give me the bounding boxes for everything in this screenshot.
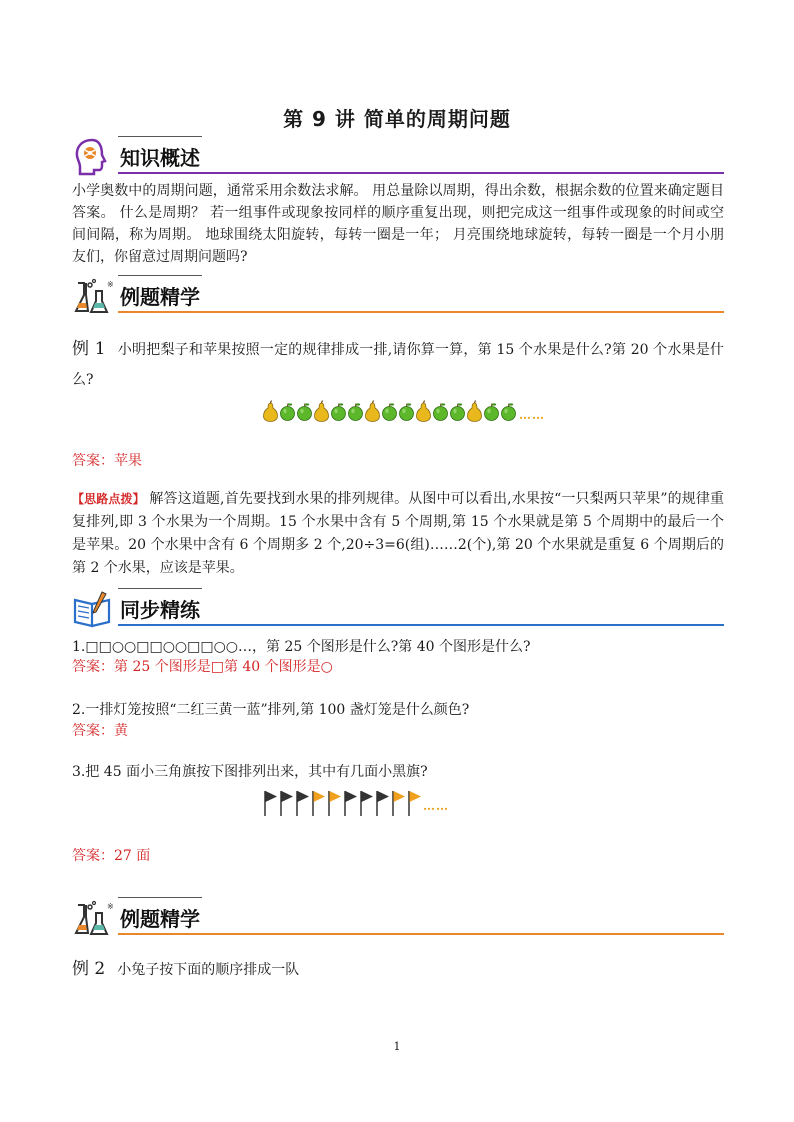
example1-hint — [72, 488, 724, 580]
black-flag-icon — [295, 789, 311, 817]
orange-flag-icon — [327, 789, 343, 817]
black-flag-icon — [263, 789, 279, 817]
pear-icon — [313, 400, 330, 422]
section-header-example1 — [72, 275, 724, 319]
overview-text: 小学奥数中的周期问题，通常采用余数法求解。 用总量除以周期，得出余数，根据余数的位置来确定题目答案。 什么是周期？ 若一组事件或现象按同样的顺序重复出现，则把完成这一组事件或现象的时间或空间间隔，称为周期。 地球围绕太阳旋转，每转一圈是一年； 月亮围绕地球旋转，每转一圈是一个月小朋友们，你留意过周期问题吗? — [72, 183, 724, 265]
example-number: 例 1 — [72, 339, 106, 359]
apple-icon — [483, 400, 500, 422]
apple-icon — [296, 400, 313, 422]
apple-icon — [381, 400, 398, 422]
flask-icon — [72, 897, 114, 939]
book-pen-icon — [72, 588, 114, 630]
brain-head-icon — [72, 136, 114, 178]
page-number: 1 — [393, 1040, 401, 1053]
apple-icon — [500, 400, 517, 422]
section-rule — [118, 933, 724, 935]
apple-icon — [347, 400, 364, 422]
practice-q1: 1.□□○○□□○○□□○○…，第 25 个图形是什么?第 40 个图形是什么? — [72, 639, 531, 655]
flag-pattern — [263, 789, 449, 817]
flag-ellipsis: …… — [423, 799, 449, 813]
orange-flag-icon — [407, 789, 423, 817]
hint-label: 【思路点拨】 — [72, 492, 145, 506]
black-flag-icon — [375, 789, 391, 817]
section-top-rule — [118, 897, 202, 898]
apple-icon — [330, 400, 347, 422]
fruit-ellipsis: …… — [519, 408, 545, 422]
svg-text:※: ※ — [107, 280, 114, 289]
example2-question-text: 小兔子按下面的顺序排成一队 — [117, 962, 300, 978]
apple-icon — [279, 400, 296, 422]
fruit-pattern — [262, 398, 545, 422]
example1-question — [72, 334, 724, 395]
section-header-practice — [72, 588, 724, 632]
apple-icon — [398, 400, 415, 422]
section-label: 知识概述 — [120, 146, 200, 170]
practice-q2: 2.一排灯笼按照“二红三黄一蓝”排列,第 100 盏灯笼是什么颜色? — [72, 702, 470, 718]
section-top-rule — [118, 275, 202, 276]
practice-a1: 答案：第 25 个图形是□第 40 个图形是○ — [72, 659, 333, 675]
orange-flag-icon — [391, 789, 407, 817]
section-top-rule — [118, 136, 202, 137]
section-label: 例题精学 — [120, 285, 200, 309]
orange-flag-icon — [311, 789, 327, 817]
section-rule — [118, 624, 724, 626]
section-label: 例题精学 — [120, 907, 200, 931]
example1-answer: 答案：苹果 — [72, 453, 142, 469]
example-number: 例 2 — [72, 959, 106, 979]
page-title: 第 9 讲 简单的周期问题 — [283, 107, 511, 131]
black-flag-icon — [343, 789, 359, 817]
example1-question-text: 小明把梨子和苹果按照一定的规律排成一排,请你算一算，第 15 个水果是什么?第 20 个水果是什么? — [72, 342, 724, 388]
pear-icon — [262, 400, 279, 422]
apple-icon — [432, 400, 449, 422]
practice-a2: 答案：黄 — [72, 723, 128, 739]
apple-icon — [449, 400, 466, 422]
practice-a3: 答案：27 面 — [72, 848, 151, 864]
example2-question — [72, 958, 724, 981]
hint-text: 解答这道题,首先要找到水果的排列规律。从图中可以看出,水果按“一只梨两只苹果”的规律重复排列,即 3 个水果为一个周期。15 个水果中含有 5 个周期,第 15 个水果就是第 5 个周期中的最后一个是苹果。20 个水果中含有 6 个周期多 2 个,20÷3=6(组)……2(个),第 20 个水果就是重复 6 个周期后的第 2 个水果，应该是苹果。 — [72, 491, 724, 576]
section-rule — [118, 172, 724, 174]
flask-icon — [72, 275, 114, 317]
pear-icon — [415, 400, 432, 422]
section-header-overview — [72, 136, 724, 180]
section-top-rule — [118, 588, 202, 589]
black-flag-icon — [359, 789, 375, 817]
section-label: 同步精练 — [120, 598, 200, 622]
black-flag-icon — [279, 789, 295, 817]
section-rule — [118, 311, 724, 313]
pear-icon — [364, 400, 381, 422]
svg-text:※: ※ — [107, 902, 114, 911]
section-header-example2 — [72, 897, 724, 941]
pear-icon — [466, 400, 483, 422]
practice-q3: 3.把 45 面小三角旗按下图排列出来，其中有几面小黑旗? — [72, 764, 428, 780]
